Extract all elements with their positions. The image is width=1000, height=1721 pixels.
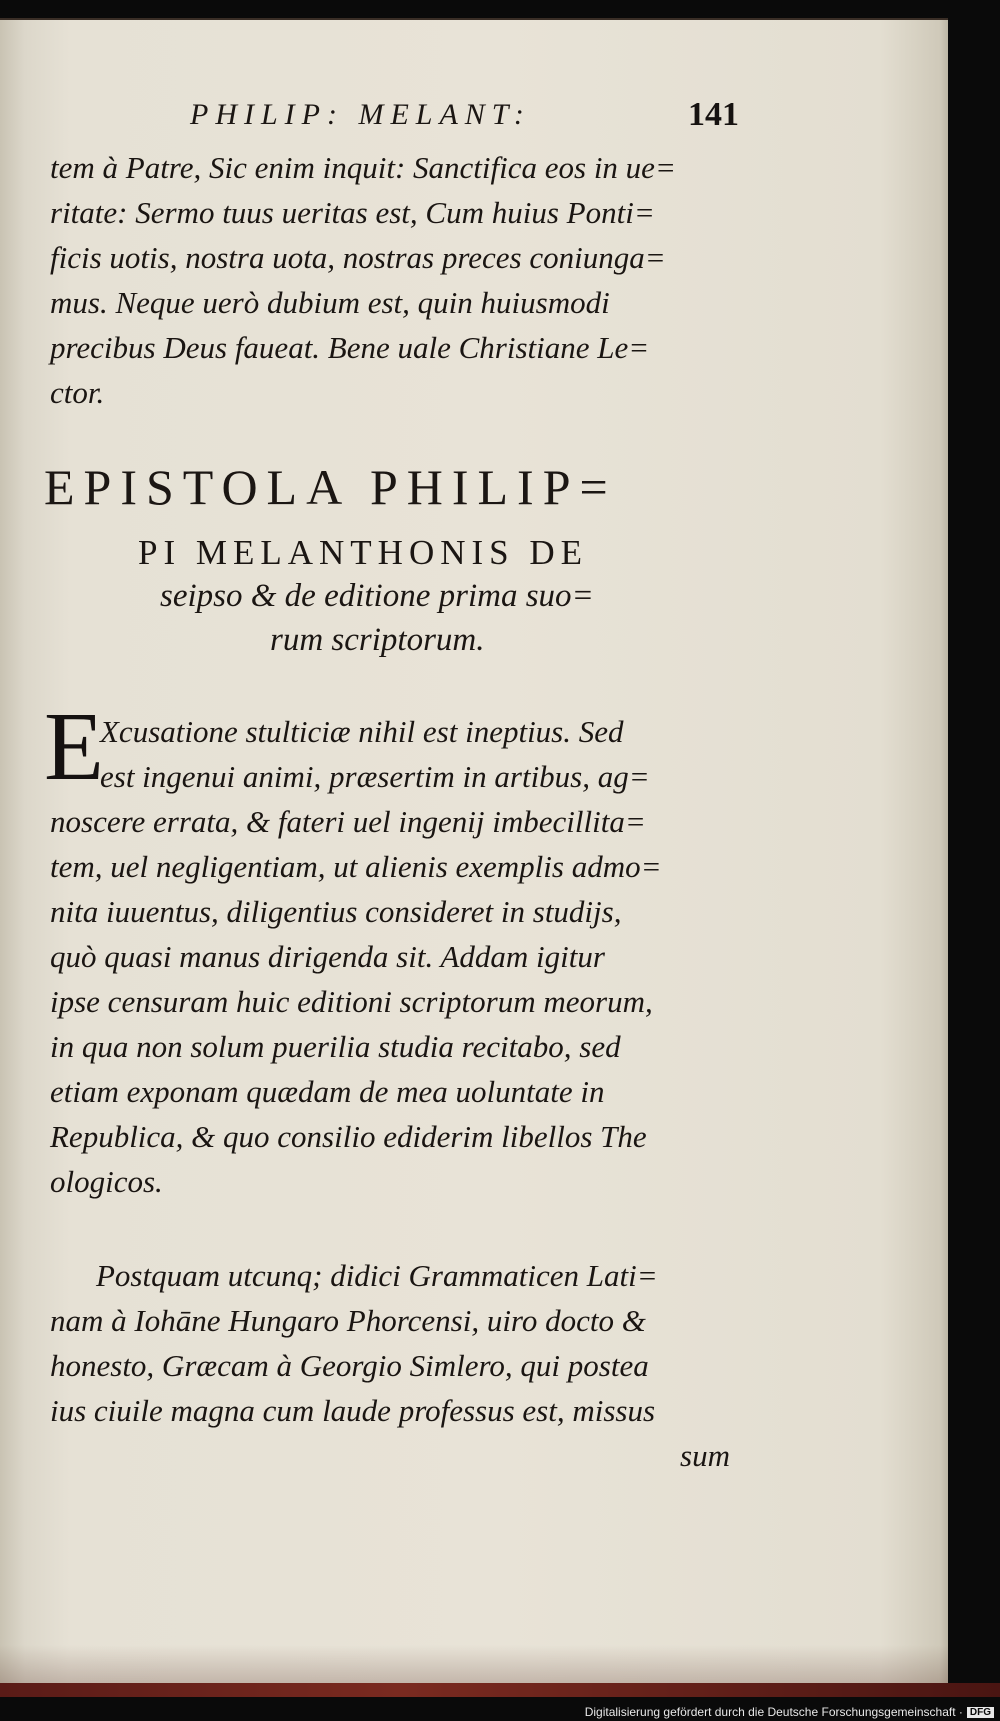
drop-cap: E: [44, 693, 104, 801]
text-line: tem à Patre, Sic enim inquit: Sanctifica eos in ue=: [50, 150, 676, 185]
catchword: sum: [680, 1438, 730, 1473]
text-line: est ingenui animi, præsertim in artibus, ag=: [100, 759, 650, 794]
running-title: PHILIP: MELANT:: [190, 98, 531, 131]
text-line: Postquam utcunq; didici Grammaticen Lati=: [96, 1258, 658, 1293]
page-edge-shadow: [0, 1683, 1000, 1697]
text-line: quò quasi manus dirigenda sit. Addam igitur: [50, 939, 605, 974]
text-line: honesto, Græcam à Georgio Simlero, qui postea: [50, 1348, 649, 1383]
text-line: Xcusatione stulticiæ nihil est ineptius. Sed: [100, 714, 624, 749]
book-page: [0, 18, 948, 1685]
text-line: ipse censuram huic editioni scriptorum meorum,: [50, 984, 653, 1019]
text-line: mus. Neque uerò dubium est, quin huiusmodi: [50, 285, 610, 320]
text-line: ologicos.: [50, 1164, 163, 1199]
page-number: 141: [688, 96, 739, 133]
text-line: ficis uotis, nostra uota, nostras preces coniunga=: [50, 240, 666, 275]
text-line: Republica, & quo consilio ediderim libellos The: [50, 1119, 647, 1154]
title-line-1: EPISTOLA PHILIP=: [44, 459, 617, 515]
text-line: in qua non solum puerilia studia recitabo, sed: [50, 1029, 621, 1064]
text-line: nita iuuentus, diligentius consideret in studijs,: [50, 894, 622, 929]
text-line: precibus Deus faueat. Bene uale Christiane Le=: [50, 330, 650, 365]
title-line-3: seipso & de editione prima suo=: [160, 578, 594, 614]
text-line: ctor.: [50, 375, 105, 410]
text-line: ius ciuile magna cum laude professus est, missus: [50, 1393, 656, 1428]
digitization-credit: [585, 1705, 994, 1719]
title-line-2: PI MELANTHONIS DE: [138, 533, 589, 572]
text-line: noscere errata, & fateri uel ingenij imbecillita=: [50, 804, 646, 839]
title-line-4: rum scriptorum.: [270, 622, 485, 658]
text-line: nam à Iohāne Hungaro Phorcensi, uiro docto &: [50, 1303, 646, 1338]
dfg-logo-icon: DFG: [967, 1707, 994, 1718]
text-line: tem, uel negligentiam, ut alienis exemplis admo=: [50, 849, 662, 884]
text-line: ritate: Sermo tuus ueritas est, Cum huius Ponti=: [50, 195, 655, 230]
text-line: etiam exponam quædam de mea uoluntate in: [50, 1074, 605, 1109]
credit-text: Digitalisierung gefördert durch die Deutsche Forschungsgemeinschaft ·: [584, 1705, 963, 1719]
